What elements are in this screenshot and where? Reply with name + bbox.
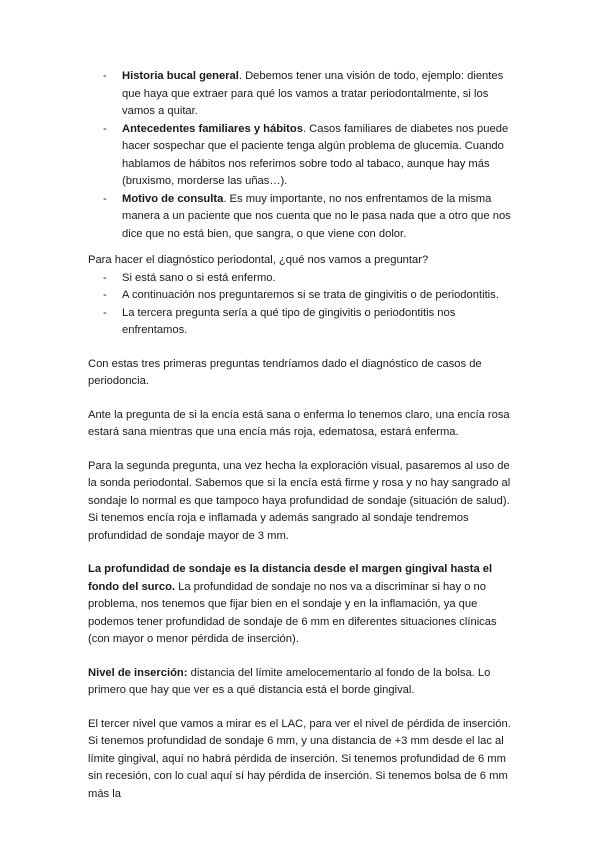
paragraph [88, 561, 518, 649]
definition-term: Nivel de inserción: [88, 666, 188, 679]
list-item-text: . Debemos tener una visión de todo, ejemplo: dientes que haya que extraer para qué los vamos a tratar periodontalmente, si los vamos a quitar. [122, 70, 504, 117]
list-item-text: . Casos familiares de diabetes nos puede hacer sospechar que el paciente tenga algún problema de glucemia. Cuando hablamos de hábitos nos referimos sobre todo al tabaco, aunque hay más (bruxismo, morderse las uñas…). [122, 122, 509, 187]
list-item: - Si está sano o si está enfermo. [122, 270, 518, 288]
questions-list [88, 270, 518, 340]
list-item-term: Motivo de consulta [122, 192, 224, 205]
list-item-term: Antecedentes familiares y hábitos [122, 122, 303, 135]
definition-text: La profundidad de sondaje no nos va a discriminar si hay o no problema, nos tenemos que fijar bien en el sondaje y en la inflamación, ya que podemos tener profundidad de sondaje de 6 mm en diferentes situaciones clínicas (con mayor o menor pérdida de inserción). [88, 580, 497, 645]
paragraph: Con estas tres primeras preguntas tendríamos dado el diagnóstico de casos de periodoncia. [88, 357, 482, 387]
list-item [122, 68, 518, 121]
history-list [88, 68, 518, 243]
list-item-text: . Es muy importante, no nos enfrentamos de la misma manera a un paciente que nos cuenta que no le pasa nada que a otro que nos dice que no está bien, que sangra, o que viene con dolor. [122, 192, 511, 240]
paragraph: Para la segunda pregunta, una vez hecha la exploración visual, pasaremos al uso de la sonda periodontal. Sabemos que si la encía está firme y rosa y no hay sangrado al sondaje lo normal es que tampoco haya profundidad de sondaje (situación de salud). Si tenemos encía roja e inflamada y además sangrado al sondaje tendremos profundidad de sondaje mayor de 3 mm. [88, 459, 511, 542]
list-item [122, 121, 518, 191]
list-item-term: Historia bucal general [122, 70, 239, 82]
definition-term: La profundidad de sondaje es la distancia desde el margen gingival hasta el fondo del surco. [88, 563, 493, 593]
list-item [122, 191, 518, 244]
paragraph [88, 665, 518, 700]
paragraph: Ante la pregunta de si la encía está sana o enferma lo tenemos claro, una encía rosa estará sana mientras que una encía más roja, edematosa, estará enferma. [88, 408, 510, 438]
question-intro: Para hacer el diagnóstico periodontal, ¿qué nos vamos a preguntar? [88, 254, 429, 266]
definition-text: distancia del límite amelocementario al fondo de la bolsa. Lo primero que hay que ver es a qué distancia está el borde gingival. [88, 666, 491, 696]
list-item: - La tercera pregunta sería a qué tipo de gingivitis o periodontitis nos enfrentamos. [122, 305, 518, 340]
paragraph: El tercer nivel que vamos a mirar es el LAC, para ver el nivel de pérdida de inserción. Si tenemos profundidad de sondaje 6 mm, y una distancia de +3 mm desde el lac al límite gingival, aquí no habrá pérdida de inserción. Si tenemos profundidad de 6 mm sin recesión, con lo cual aquí sí hay pérdida de inserción. Si tenemos bolsa de 6 mm más la [88, 717, 511, 800]
list-item: - A continuación nos preguntaremos si se trata de gingivitis o de periodontitis. [122, 287, 518, 305]
